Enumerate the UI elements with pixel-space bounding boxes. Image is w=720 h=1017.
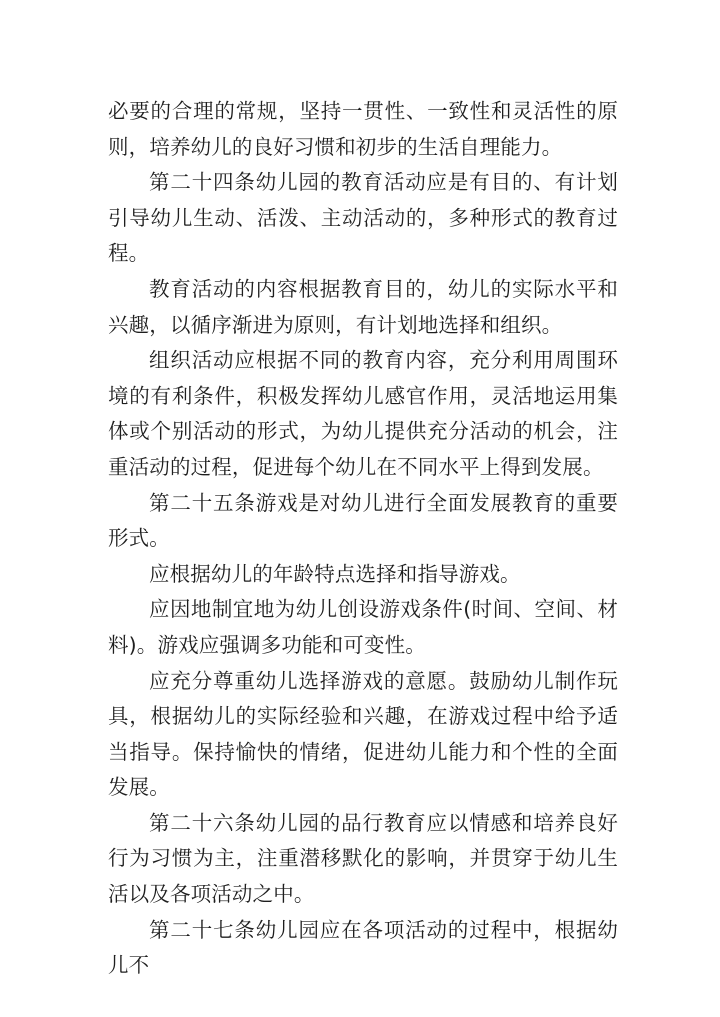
paragraph-activity-organization: 组织活动应根据不同的教育内容，充分利用周围环境的有利条件，积极发挥幼儿感官作用，灵活地运用集体或个别活动的形式，为幼儿提供充分活动的机会，注重活动的过程，促进每个幼儿在不同水平上得到发展。 [108, 348, 618, 479]
paragraph-article-26: 第二十六条幼儿园的品行教育应以情感和培养良好行为习惯为主，注重潜移默化的影响，并贯穿于幼儿生活以及各项活动之中。 [108, 810, 618, 907]
paragraph-article-27: 第二十七条幼儿园应在各项活动的过程中，根据幼儿不 [108, 917, 618, 978]
paragraph-game-respect: 应充分尊重幼儿选择游戏的意愿。鼓励幼儿制作玩具，根据幼儿的实际经验和兴趣，在游戏过程中给予适当指导。保持愉快的情绪，促进幼儿能力和个性的全面发展。 [108, 668, 618, 800]
paragraph-article-24: 第二十四条幼儿园的教育活动应是有目的、有计划引导幼儿生动、活泼、主动活动的，多种形式的教育过程。 [108, 170, 618, 266]
paragraph-game-conditions: 应因地制宜地为幼儿创设游戏条件(时间、空间、材料)。游戏应强调多功能和可变性。 [108, 597, 618, 657]
document-body [108, 94, 618, 984]
paragraph-article-25: 第二十五条游戏是对幼儿进行全面发展教育的重要形式。 [108, 490, 618, 551]
paragraph-activity-content: 教育活动的内容根据教育目的，幼儿的实际水平和兴趣，以循序渐进为原则，有计划地选择和组织。 [108, 276, 618, 337]
paragraph-game-selection: 应根据幼儿的年龄特点选择和指导游戏。 [149, 561, 521, 586]
paragraph-continuation: 必要的合理的常规，坚持一贯性、一致性和灵活性的原则，培养幼儿的良好习惯和初步的生活自理能力。 [108, 99, 618, 159]
